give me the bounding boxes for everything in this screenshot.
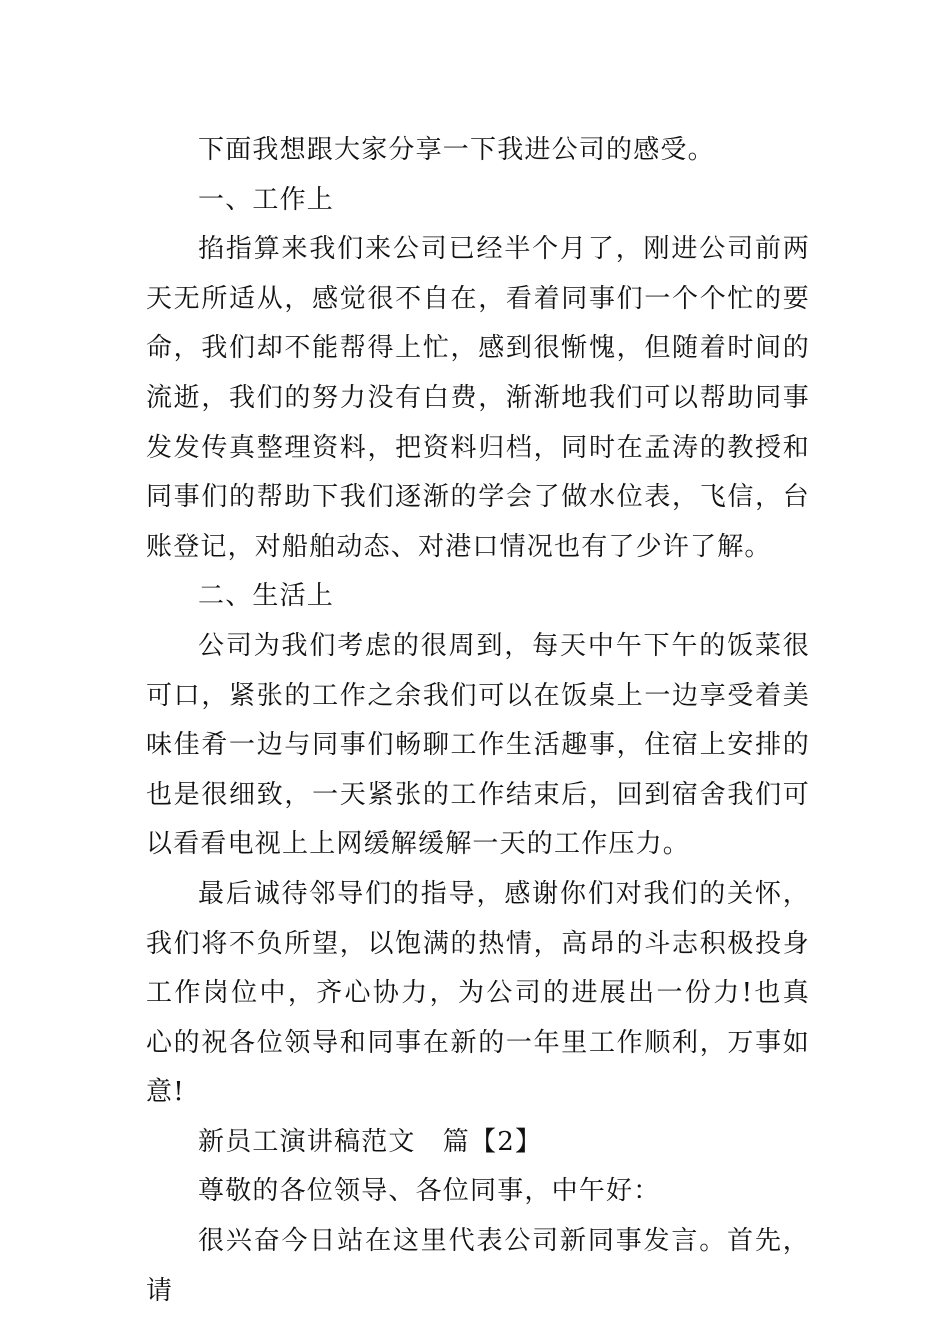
- paragraph-closing: 最后诚待邻导们的指导，感谢你们对我们的关怀，我们将不负所望，以饱满的热情，高昂的斗志积极投身工作岗位中，齐心协力，为公司的进展出一份力!也真心的祝各位领导和同事在新的一年里工作顺利，万事如意!: [146, 878, 810, 1108]
- paragraph-work: 掐指算来我们来公司已经半个月了，刚进公司前两天无所适从，感觉很不自在，看着同事们一个个忙的要命，我们却不能帮得上忙，感到很惭愧，但随着时间的流逝，我们的努力没有白费，渐渐地我们可以帮助同事发发传真整理资料，把资料归档，同时在孟涛的教授和同事们的帮助下我们逐渐的学会了做水位表，飞信，台账登记，对船舶动态、对港口情况也有了少许了解。: [146, 234, 810, 562]
- document-body: [146, 126, 810, 1316]
- paragraph-opening: 很兴奋今日站在这里代表公司新同事发言。首先，请: [146, 1226, 810, 1306]
- paragraph-greeting: 尊敬的各位领导、各位同事，中午好：: [198, 1176, 661, 1207]
- article-title-2: 新员工演讲稿范文 篇【2】: [198, 1126, 543, 1157]
- paragraph-intro: 下面我想跟大家分享一下我进公司的感受。: [198, 135, 715, 165]
- section-heading-work: 一、工作上: [198, 184, 335, 215]
- paragraph-life: 公司为我们考虑的很周到，每天中午下午的饭菜很可口，紧张的工作之余我们可以在饭桌上一边享受着美味佳肴一边与同事们畅聊工作生活趣事，住宿上安排的也是很细致，一天紧张的工作结束后，回到宿舍我们可以看看电视上上网缓解缓解一天的工作压力。: [146, 630, 810, 860]
- section-heading-life: 二、生活上: [198, 581, 335, 612]
